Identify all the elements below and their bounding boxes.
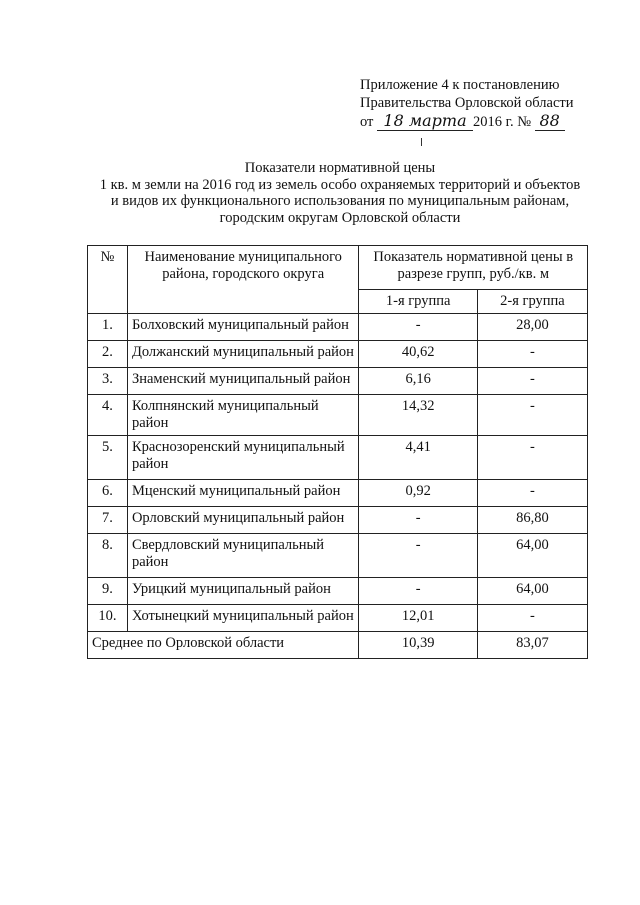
row-name: Урицкий муниципальный район [127, 578, 359, 605]
row-group-1: 4,41 [359, 436, 477, 480]
average-row [88, 632, 588, 659]
table-row [88, 534, 588, 578]
header-price: Показатель нормативной цены в разрезе групп, руб./кв. м [359, 246, 588, 290]
handwritten-date: 18 марта [377, 112, 473, 131]
header-group-1: 1-я группа [359, 290, 477, 314]
appendix-line-2: Правительства Орловской области [360, 95, 574, 111]
table-row [88, 341, 588, 368]
row-group-2: 86,80 [477, 507, 587, 534]
row-group-1: - [359, 578, 477, 605]
title-line-4: городским округам Орловской области [219, 209, 461, 226]
row-group-1: - [359, 534, 477, 578]
row-number: 8. [88, 534, 128, 578]
appendix-block [360, 76, 600, 131]
row-number: 2. [88, 341, 128, 368]
row-number: 3. [88, 368, 128, 395]
row-group-2: - [477, 605, 587, 632]
row-name: Мценский муниципальный район [127, 480, 359, 507]
header-number: № [88, 246, 128, 314]
row-number: 4. [88, 395, 128, 436]
date-prefix: от [360, 114, 374, 130]
header-group-2: 2-я группа [477, 290, 587, 314]
row-group-1: 6,16 [359, 368, 477, 395]
row-name: Свердловский муниципальный район [127, 534, 359, 578]
table-row [88, 480, 588, 507]
row-group-2: - [477, 368, 587, 395]
row-number: 1. [88, 314, 128, 341]
title-line-3: и видов их функционального использования по муниципальным районам, [110, 193, 570, 209]
row-group-2: - [477, 395, 587, 436]
average-group-1: 10,39 [359, 632, 477, 659]
row-number: 6. [88, 480, 128, 507]
row-group-2: 64,00 [477, 534, 587, 578]
row-group-2: - [477, 480, 587, 507]
row-group-1: - [359, 507, 477, 534]
table-row [88, 578, 588, 605]
row-group-1: 40,62 [359, 341, 477, 368]
header-name: Наименование муниципального района, городского округа [127, 246, 359, 314]
row-group-2: - [477, 341, 587, 368]
row-number: 9. [88, 578, 128, 605]
price-table [87, 245, 588, 659]
table-row [88, 605, 588, 632]
row-group-2: 64,00 [477, 578, 587, 605]
title-line-1: Показатели нормативной цены [244, 160, 436, 176]
row-name: Колпнянский муниципальный район [127, 395, 359, 436]
row-number: 7. [88, 507, 128, 534]
row-group-1: - [359, 314, 477, 341]
appendix-line-1: Приложение 4 к постановлению [360, 77, 560, 93]
pen-stroke [421, 138, 422, 146]
table-row [88, 395, 588, 436]
row-number: 10. [88, 605, 128, 632]
row-group-2: 28,00 [477, 314, 587, 341]
table-row [88, 368, 588, 395]
table-row [88, 436, 588, 480]
row-group-1: 14,32 [359, 395, 477, 436]
table-row [88, 507, 588, 534]
row-name: Хотынецкий муниципальный район [127, 605, 359, 632]
row-name: Должанский муниципальный район [127, 341, 359, 368]
row-name: Знаменский муниципальный район [127, 368, 359, 395]
row-name: Болховский муниципальный район [127, 314, 359, 341]
row-group-1: 0,92 [359, 480, 477, 507]
row-name: Краснозоренский муниципальный район [127, 436, 359, 480]
table-row [88, 314, 588, 341]
title-line-2: 1 кв. м земли на 2016 год из земель особо охраняемых территорий и объектов [99, 176, 581, 193]
row-group-1: 12,01 [359, 605, 477, 632]
handwritten-number: 88 [535, 112, 565, 131]
date-suffix: 2016 г. № [473, 114, 532, 130]
row-group-2: - [477, 436, 587, 480]
average-label: Среднее по Орловской области [88, 632, 359, 659]
row-number: 5. [88, 436, 128, 480]
row-name: Орловский муниципальный район [127, 507, 359, 534]
average-group-2: 83,07 [477, 632, 587, 659]
document-title [70, 160, 610, 226]
appendix-date-line [360, 112, 600, 131]
